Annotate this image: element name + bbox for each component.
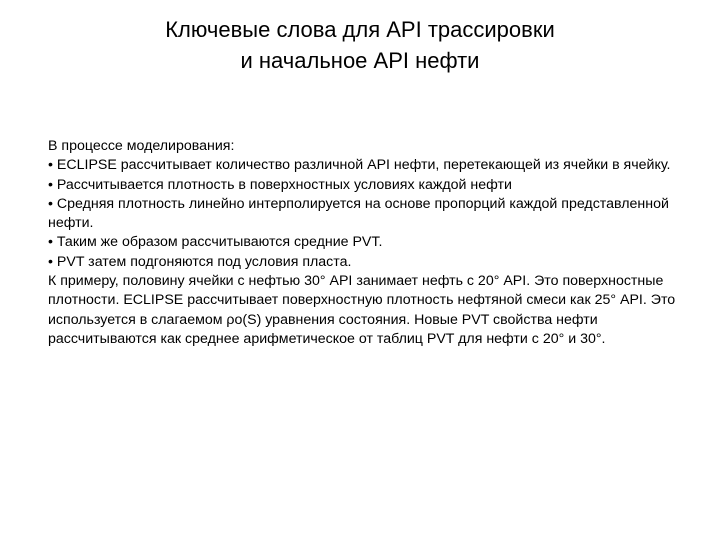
bullet-item: • Таким же образом рассчитываются средние PVT. bbox=[48, 234, 383, 251]
slide-title bbox=[60, 14, 660, 76]
bullet-item: • ECLIPSE рассчитывает количество различной API нефти, перетекающей из ячейки в ячейку. bbox=[48, 157, 671, 174]
bullet-item: • Средняя плотность линейно интерполируется на основе пропорций каждой представленной нефти. bbox=[48, 195, 669, 232]
intro-text: В процессе моделирования: bbox=[48, 138, 235, 154]
bullet-item: • PVT затем подгоняются под условия пласта. bbox=[48, 253, 352, 270]
title-line-2: и начальное API нефти bbox=[240, 48, 480, 73]
slide-body bbox=[48, 137, 680, 349]
bullet-item: • Рассчитывается плотность в поверхностных условиях каждой нефти bbox=[48, 176, 512, 193]
example-paragraph: К примеру, половину ячейки с нефтью 30° API занимает нефть с 20° API. Это поверхностные плотности. ECLIPSE рассчитывает поверхностную плотность нефтяной смеси как 25° API. Это используется в слагаемом ρo(S) уравнения состояния. Новые PVT свойства нефти рассчитываются как среднее арифметическое от таблиц PVT для нефти с 20° и 30°. bbox=[48, 273, 676, 347]
title-line-1: Ключевые слова для API трассировки bbox=[165, 17, 555, 42]
